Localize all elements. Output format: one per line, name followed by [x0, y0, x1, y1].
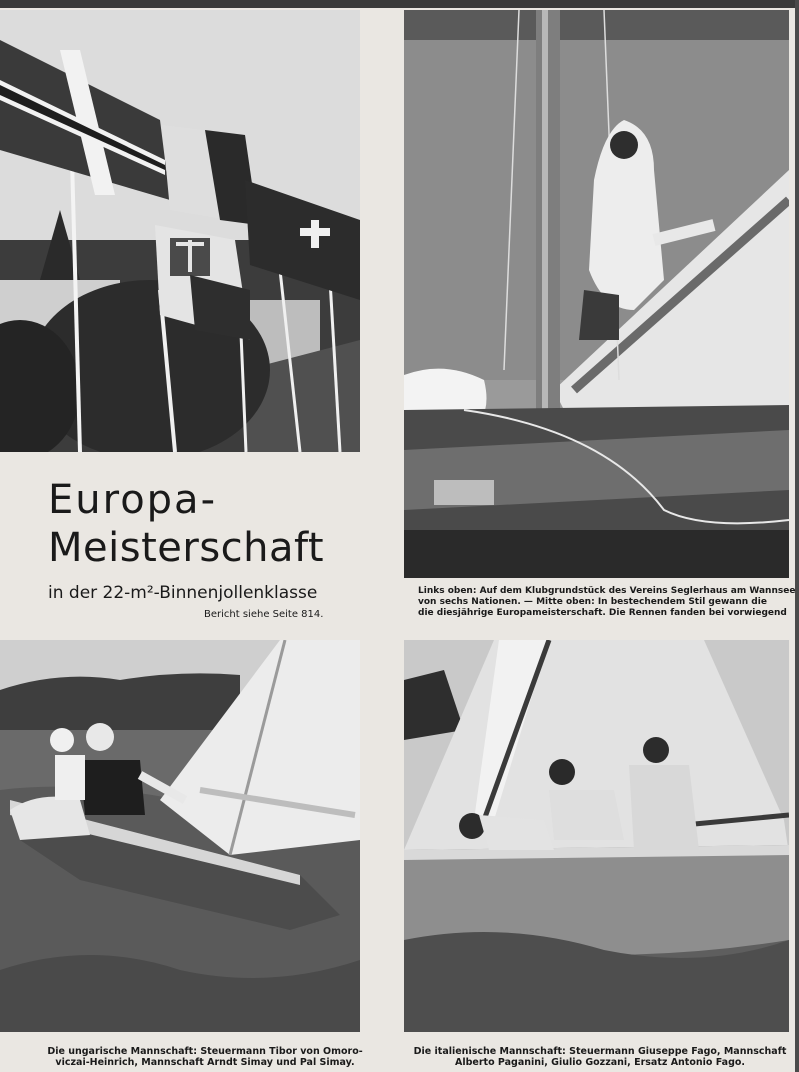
caption-italian-line-1: Die italienische Mannschaft: Steuermann Giuseppe Fago, Mannschaft — [413, 1046, 787, 1057]
photo-flags — [0, 10, 360, 452]
article-title — [48, 476, 324, 572]
photo-mast-sailor — [404, 10, 789, 578]
caption-top — [418, 586, 798, 619]
photo-hungarian-crew — [0, 640, 360, 1032]
caption-italian-team — [404, 1046, 796, 1068]
photo-italian-crew — [404, 640, 789, 1032]
caption-italian-line-2: Alberto Paganini, Giulio Gozzani, Ersatz Antonio Fago. — [454, 1057, 746, 1068]
caption-hungarian-team — [40, 1046, 370, 1068]
caption-hungarian-line-1: Die ungarische Mannschaft: Steuermann Tibor von Omoro- — [47, 1046, 363, 1057]
caption-top-line-3: die diesjährige Europameisterschaft. Die Rennen fanden bei vorwiegend — [418, 608, 787, 618]
report-reference: Bericht siehe Seite 814. — [204, 609, 324, 620]
page-right-edge — [795, 0, 799, 1072]
caption-hungarian-line-2: viczai-Heinrich, Mannschaft Arndt Simay und Pal Simay. — [55, 1057, 355, 1068]
article-subtitle: in der 22-m²-Binnenjollenklasse — [48, 583, 318, 603]
page-top-edge — [0, 0, 799, 8]
caption-top-line-2: von sechs Nationen. — Mitte oben: In bestechendem Stil gewann die — [418, 597, 767, 607]
caption-top-line-1: Links oben: Auf dem Klubgrundstück des Vereins Seglerhaus am Wannsee — [418, 586, 796, 596]
title-line-2: Meisterschaft — [48, 525, 325, 571]
title-line-1: Europa- — [48, 477, 217, 523]
